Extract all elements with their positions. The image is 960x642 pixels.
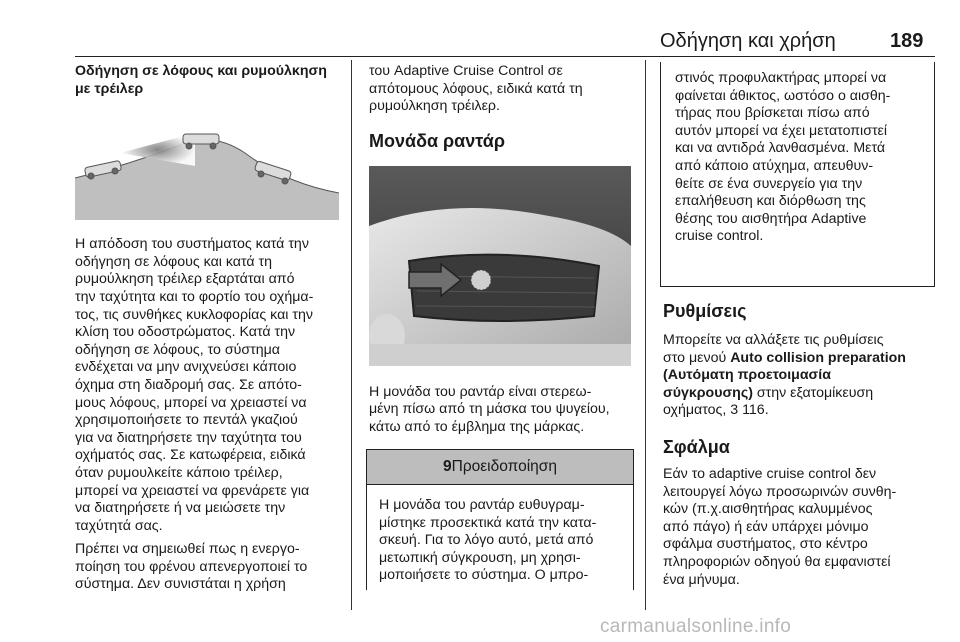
page-number: 189 (890, 30, 924, 52)
paragraph-settings (663, 332, 938, 420)
text-line: χρησιμοποιήσετε το πεντάλ γκαζιού (75, 412, 298, 429)
warning-box (366, 449, 634, 590)
page-reference: 116. (738, 402, 769, 419)
paragraph-radar (369, 384, 637, 437)
text-line: τήρας που βρίσκεται πίσω από (675, 105, 870, 122)
warning-title: Προειδοποίηση (451, 458, 557, 475)
text-line: Εάν το adaptive cruise control δεν (663, 465, 877, 482)
text-line: μους λόφους, μπορεί να χρειαστεί να (75, 394, 307, 411)
text-line: όχημα στη διαδρομή σας. Σε απότο- (75, 376, 302, 393)
heading-line: με τρέιλερ (75, 80, 144, 97)
menu-name: σύγκρουσης) (663, 384, 753, 401)
heading-line: Οδήγηση σε λόφους και ρυμούλκηση (75, 63, 327, 79)
text-line: από πάγο) ή εάν υπάρχει μόνιμο (663, 518, 869, 535)
text-line: μένη πίσω από τη μάσκα του ψυγείου, (369, 401, 610, 418)
warning-box-continued (660, 62, 935, 287)
text-line: οδήγηση σε λόφους και κατά τη (75, 253, 273, 270)
text-line: πληροφοριών οδηγού θα εμφανιστεί (663, 553, 891, 570)
text-line (663, 402, 938, 420)
text-line: ενδέχεται να μην ανιχνεύσει κάποιο (75, 359, 297, 376)
radar-unit-photo (369, 166, 631, 366)
section-heading-fault: Σφάλμα (663, 436, 730, 457)
column-divider (351, 60, 352, 610)
text-line: Η μονάδα του ραντάρ είναι στερεω- (369, 383, 592, 400)
watermark: carmanualsonline.info (600, 616, 792, 637)
paragraph-hills (75, 236, 345, 535)
text-line: κλίση του οδοστρώματος. Κατά την (75, 324, 296, 341)
text-line: μίστηκε προσεκτικά κατά την κατα- (379, 514, 597, 531)
text-line: Μπορείτε να αλλάξετε τις ρυθμίσεις (663, 332, 884, 348)
text-line: θέσης του αισθητήρα Adaptive (675, 210, 867, 227)
text-line: Η μονάδα του ραντάρ ευθυγραμ- (379, 497, 585, 513)
text-line: την ταχύτητα και το φορτίο του οχήμα- (75, 288, 314, 305)
text-line: θείτε σε ένα συνεργείο για την (675, 175, 863, 192)
text-line (663, 385, 938, 403)
column-divider (645, 60, 646, 610)
text-line: σκευή. Για το λόγο αυτό, μετά από (379, 532, 594, 549)
warning-icon: 9 (443, 458, 452, 475)
warning-header (367, 450, 633, 485)
text-line: όταν ρυμουλκείτε κάποιο τρέιλερ, (75, 464, 283, 481)
paragraph-acc-hills (369, 63, 637, 116)
column-3 (663, 300, 938, 589)
text-line: ποίηση του φρένου απενεργοποιεί το (75, 558, 308, 575)
text-line: αυτόν μπορεί να έχει μετατοπιστεί (675, 122, 888, 139)
text-line: ρυμούλκηση τρέιλερ εξαρτάται από (75, 271, 295, 288)
warning-text (367, 485, 633, 585)
text-line: από κάποιο ατύχημα, απευθυν- (675, 157, 874, 174)
text-line: να διατηρήσετε ή να μειώσετε την (75, 500, 286, 517)
column-2 (369, 63, 637, 437)
menu-name: Auto collision preparation (730, 349, 906, 366)
text-line: στινός προφυλακτήρας μπορεί να (675, 70, 887, 86)
text-line: φαίνεται άθικτος, ωστόσο ο αισθη- (675, 87, 891, 104)
text-line: σφάλμα συστήματος, στο κέντρο (663, 536, 868, 553)
text-line: cruise control. (675, 228, 764, 245)
text-line: τος, τις συνθήκες κυκλοφορίας και την (75, 306, 313, 323)
text-line: οχήματός σας. Σε κατωφέρεια, ειδικά (75, 447, 306, 464)
text-line: λειτουργεί λόγω προσωρινών συνθη- (663, 483, 897, 500)
text-line: κάτω από το έμβλημα της μάρκας. (369, 418, 585, 435)
text-line: του Adaptive Cruise Control σε (369, 63, 563, 79)
text-line: οδήγηση σε λόφους, το σύστημα (75, 341, 280, 358)
text-line: ένα μήνυμα. (663, 571, 740, 588)
text-line: απότομους λόφους, ειδικά κατά τη (369, 80, 583, 97)
text-line: κών (π.χ.αισθητήρας καλυμμένος (663, 501, 873, 518)
page-header-title: Οδήγηση και χρήση (660, 30, 836, 52)
menu-name: (Αυτόματη προετοιμασία (663, 367, 831, 384)
text-line: σύστημα. Δεν συνιστάται η χρήση (75, 576, 286, 593)
text-line: μπορεί να χρειαστεί να φρενάρετε για (75, 482, 310, 499)
text-line: μετωπική σύγκρουση, μη χρησι- (379, 549, 581, 566)
text-line: μοποιήσετε το σύστημα. Ο μπρο- (379, 567, 589, 584)
text-fragment: οχήματος, (663, 402, 731, 419)
text-line (663, 350, 938, 368)
section-heading-settings: Ρυθμίσεις (663, 301, 747, 321)
text-line: ταχύτητά σας. (75, 517, 163, 534)
section-heading-hills (75, 63, 345, 98)
text-line: και να αντιδρά λανθασμένα. Μετά (675, 140, 886, 157)
warning-continued-text (675, 70, 927, 246)
paragraph-brake (75, 541, 345, 594)
page-reference-icon: 3 (730, 402, 739, 419)
text-fragment: στην εξατομίκευση (752, 384, 874, 401)
text-line: για να διατηρήσετε την ταχύτητα του (75, 429, 302, 446)
text-line: επαλήθευση και διόρθωση της (675, 193, 866, 210)
column-1 (75, 63, 345, 594)
text-fragment: στο μενού (663, 349, 731, 366)
header-rule (75, 56, 935, 57)
text-line: ρυμούλκηση τρέιλερ. (369, 98, 500, 115)
section-heading-radar: Μονάδα ραντάρ (369, 130, 505, 151)
text-line: Η απόδοση του συστήματος κατά την (75, 236, 309, 253)
hill-towing-illustration (75, 108, 339, 220)
text-line: Πρέπει να σημειωθεί πως η ενεργο- (75, 541, 300, 558)
paragraph-fault (663, 466, 938, 589)
